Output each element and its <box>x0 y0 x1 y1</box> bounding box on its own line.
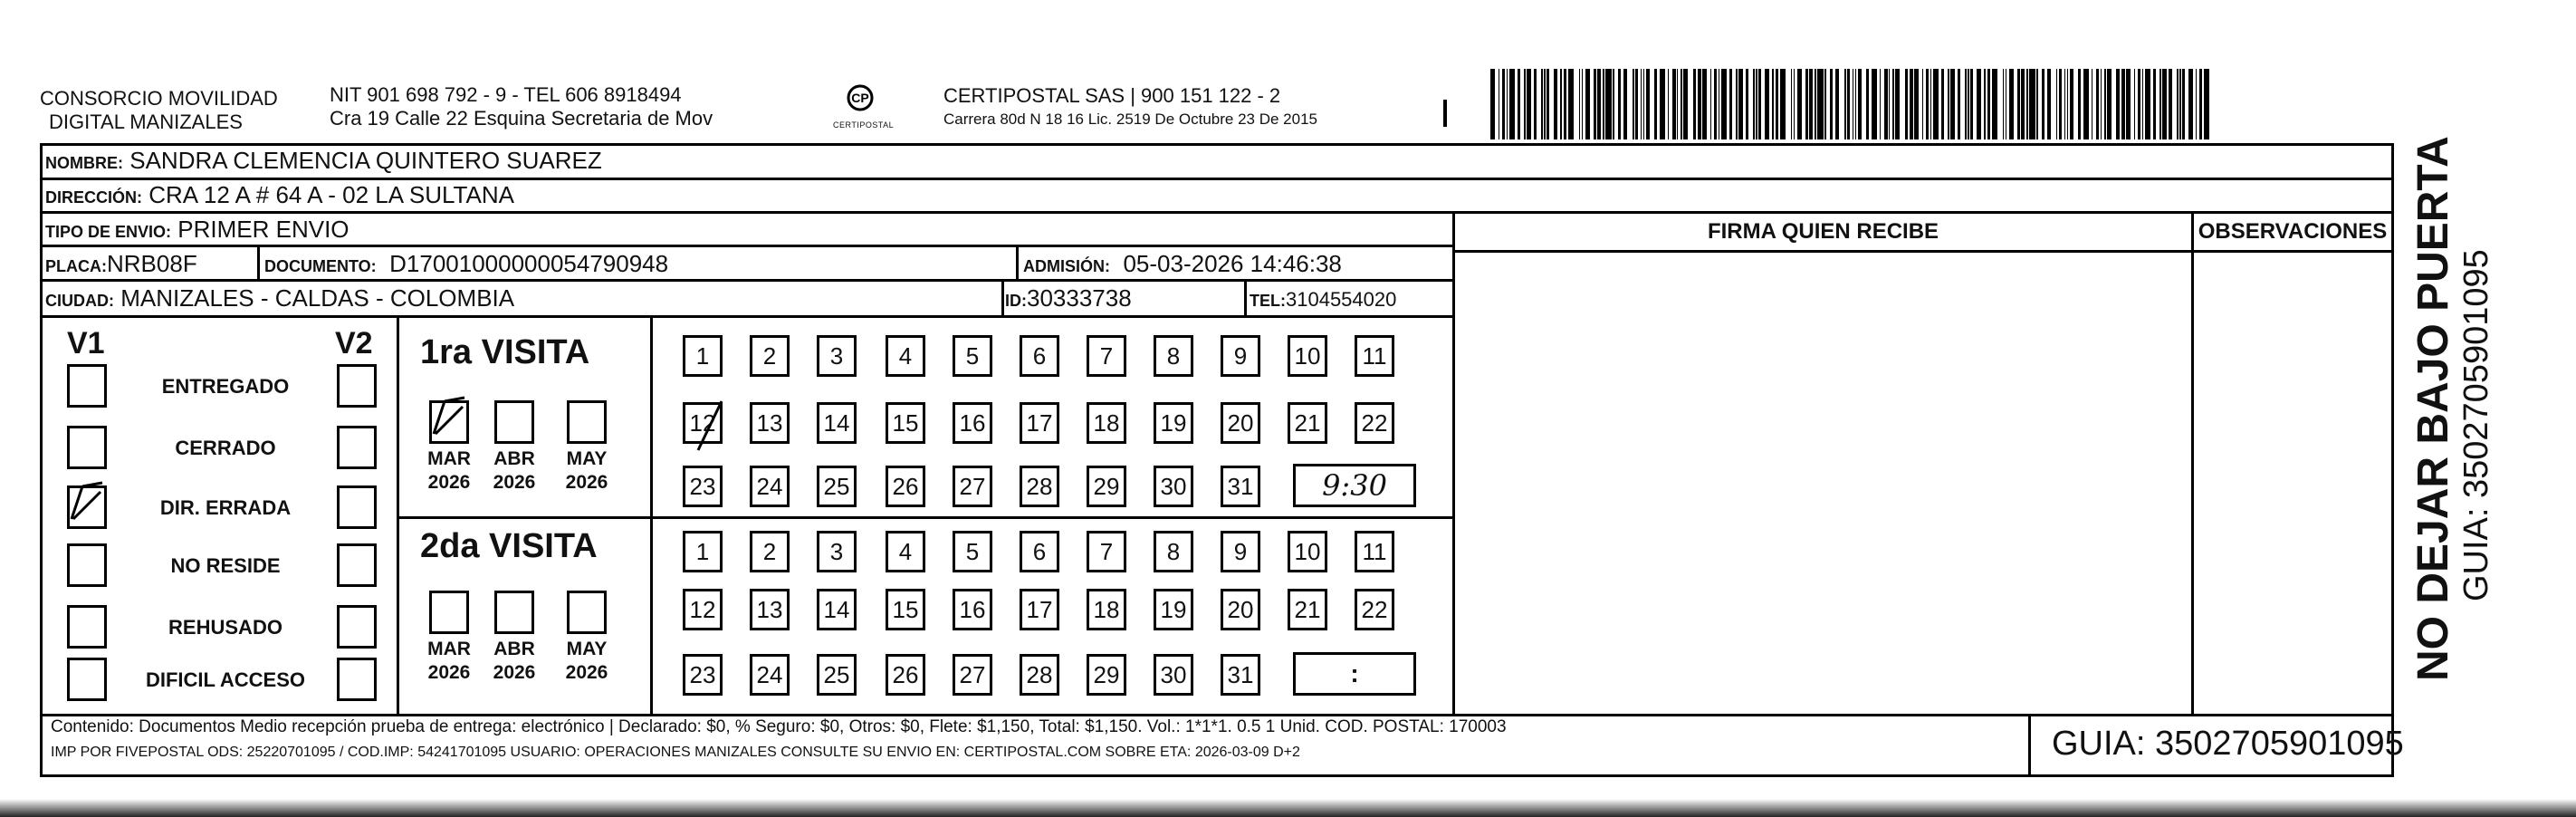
day-box[interactable]: 18 <box>1087 402 1126 444</box>
day-box[interactable]: 25 <box>817 466 857 507</box>
day-box[interactable]: 23 <box>683 654 723 696</box>
day-box[interactable]: 7 <box>1087 531 1126 572</box>
v2-checkbox[interactable] <box>337 543 377 587</box>
observations-area[interactable] <box>2197 255 2390 710</box>
day-box[interactable]: 11 <box>1355 531 1394 572</box>
month-checkbox[interactable] <box>567 400 607 444</box>
footer-imp: IMP POR FIVEPOSTAL ODS: 25220701095 / COD.IMP: 54241701095 USUARIO: OPERACIONES MANIZALES CONSULTE SU ENVIO EN: CERTIPOSTAL.COM SOBRE ETA: 2026-03-09 D+2 <box>51 745 1300 760</box>
month-checkbox[interactable] <box>429 591 469 634</box>
carrier-info: CERTIPOSTAL SAS | 900 151 122 - 2 Carrera 80d N 18 16 Lic. 2519 De Octubre 23 De 2015 <box>943 84 1317 128</box>
month-checkbox[interactable] <box>429 400 469 444</box>
day-box[interactable]: 6 <box>1020 531 1059 572</box>
day-box[interactable]: 27 <box>953 654 992 696</box>
status-label: ENTREGADO <box>161 375 290 398</box>
v2-checkbox[interactable] <box>337 658 377 701</box>
v1-header: V1 <box>67 326 105 360</box>
tipo-envio-field: TIPO DE ENVIO: PRIMER ENVIO <box>45 216 350 243</box>
company-name: CONSORCIO MOVILIDAD DIGITAL MANIZALES <box>40 87 278 133</box>
side-guia: GUIA: 3502705901095 <box>2457 249 2495 601</box>
v1-checkbox[interactable] <box>67 485 107 529</box>
day-box[interactable]: 19 <box>1154 402 1193 444</box>
day-box[interactable]: 30 <box>1154 466 1193 507</box>
day-box[interactable]: 17 <box>1020 589 1059 630</box>
day-box[interactable]: 27 <box>953 466 992 507</box>
day-box[interactable]: 31 <box>1221 654 1260 696</box>
v2-header: V2 <box>335 326 373 360</box>
day-box[interactable]: 21 <box>1288 589 1327 630</box>
v2-checkbox[interactable] <box>337 485 377 529</box>
month-label: MAR 2026 <box>427 448 471 493</box>
v2-checkbox[interactable] <box>337 364 377 408</box>
day-box[interactable]: 3 <box>817 531 857 572</box>
day-box[interactable]: 23 <box>683 466 723 507</box>
v1-checkbox[interactable] <box>67 605 107 649</box>
day-box[interactable]: 2 <box>750 531 790 572</box>
no-dejar-warning: NO DEJAR BAJO PUERTA <box>2409 136 2457 681</box>
day-box[interactable]: 30 <box>1154 654 1193 696</box>
day-box[interactable]: 16 <box>953 402 992 444</box>
v1-checkbox[interactable] <box>67 426 107 469</box>
status-label: CERRADO <box>175 437 276 459</box>
footer-content: Contenido: Documentos Medio recepción prueba de entrega: electrónico | Declarado: $0, % Seguro: $0, Otros: $0, Flete: $1,150, Total: $1,150. Vol.: 1*1*1. 0.5 1 Unid. COD. POSTAL: 170003 <box>51 717 1507 736</box>
documento-field: DOCUMENTO: D17001000000054790948 <box>264 250 669 277</box>
month-label: MAR 2026 <box>427 639 471 683</box>
month-checkbox[interactable] <box>494 400 534 444</box>
day-box[interactable]: 5 <box>953 531 992 572</box>
ciudad-field: CIUDAD: MANIZALES - CALDAS - COLOMBIA <box>45 284 515 312</box>
tel-field: TEL:3104554020 <box>1250 288 1397 311</box>
certipostal-logo: CP CERTIPOSTAL <box>833 83 887 130</box>
day-box[interactable]: 31 <box>1221 466 1260 507</box>
firma-header: FIRMA QUIEN RECIBE <box>1707 219 1939 244</box>
v2-checkbox[interactable] <box>337 605 377 649</box>
day-box[interactable]: 26 <box>886 654 925 696</box>
day-box[interactable]: 4 <box>886 335 925 377</box>
day-box[interactable]: 2 <box>750 335 790 377</box>
id-field: ID:30333738 <box>1005 284 1132 312</box>
visit1-title: 1ra VISITA <box>420 333 590 371</box>
day-box[interactable]: 10 <box>1288 531 1327 572</box>
observaciones-header: OBSERVACIONES <box>2198 219 2388 244</box>
month-label: MAY 2026 <box>565 448 608 493</box>
day-box[interactable]: 14 <box>817 589 857 630</box>
nombre-field: NOMBRE: SANDRA CLEMENCIA QUINTERO SUAREZ <box>45 147 602 174</box>
visit-time-box[interactable]: : <box>1293 652 1416 696</box>
v2-checkbox[interactable] <box>337 426 377 469</box>
day-box[interactable]: 12 <box>683 402 723 444</box>
day-box[interactable]: 20 <box>1221 589 1260 630</box>
day-box[interactable]: 19 <box>1154 589 1193 630</box>
day-box[interactable]: 28 <box>1020 654 1059 696</box>
status-label: DIR. ERRADA <box>159 496 292 519</box>
month-checkbox[interactable] <box>494 591 534 634</box>
status-label: NO RESIDE <box>170 554 281 577</box>
day-box[interactable]: 12 <box>683 589 723 630</box>
day-box[interactable]: 5 <box>953 335 992 377</box>
day-box[interactable]: 9 <box>1221 335 1260 377</box>
day-box[interactable]: 7 <box>1087 335 1126 377</box>
svg-text:CP: CP <box>851 91 869 105</box>
day-box[interactable]: 24 <box>750 466 790 507</box>
placa-field: PLACA:NRB08F <box>45 250 197 277</box>
day-box[interactable]: 22 <box>1355 589 1394 630</box>
day-box[interactable]: 20 <box>1221 402 1260 444</box>
company-nit: NIT 901 698 792 - 9 - TEL 606 8918494 Cra 19 Calle 22 Esquina Secretaria de Mov <box>330 83 713 130</box>
day-box[interactable]: 15 <box>886 589 925 630</box>
day-box[interactable]: 13 <box>750 589 790 630</box>
visit-time-box[interactable]: 9:30 <box>1293 464 1416 507</box>
day-box[interactable]: 24 <box>750 654 790 696</box>
day-box[interactable]: 15 <box>886 402 925 444</box>
day-box[interactable]: 9 <box>1221 531 1260 572</box>
day-box[interactable]: 8 <box>1154 335 1193 377</box>
day-box[interactable]: 13 <box>750 402 790 444</box>
month-checkbox[interactable] <box>567 591 607 634</box>
day-box[interactable]: 18 <box>1087 589 1126 630</box>
day-box[interactable]: 6 <box>1020 335 1059 377</box>
v1-checkbox[interactable] <box>67 658 107 701</box>
day-box[interactable]: 21 <box>1288 402 1327 444</box>
day-box[interactable]: 14 <box>817 402 857 444</box>
day-box[interactable]: 25 <box>817 654 857 696</box>
month-label: ABR 2026 <box>493 639 536 683</box>
direccion-field: DIRECCIÓN: CRA 12 A # 64 A - 02 LA SULTANA <box>45 181 514 208</box>
day-box[interactable]: 8 <box>1154 531 1193 572</box>
day-box[interactable]: 16 <box>953 589 992 630</box>
footer-guia: GUIA: 3502705901095 <box>2052 725 2404 763</box>
day-box[interactable]: 1 <box>683 531 723 572</box>
status-label: DIFICIL ACCESO <box>145 668 305 691</box>
day-box[interactable]: 1 <box>683 335 723 377</box>
day-box[interactable]: 29 <box>1087 654 1126 696</box>
day-box[interactable]: 28 <box>1020 466 1059 507</box>
day-box[interactable]: 3 <box>817 335 857 377</box>
day-box[interactable]: 29 <box>1087 466 1126 507</box>
day-box[interactable]: 17 <box>1020 402 1059 444</box>
v1-checkbox[interactable] <box>67 364 107 408</box>
day-box[interactable]: 26 <box>886 466 925 507</box>
day-box[interactable]: 11 <box>1355 335 1394 377</box>
status-label: REHUSADO <box>168 616 282 639</box>
day-box[interactable]: 22 <box>1355 402 1394 444</box>
month-label: ABR 2026 <box>493 448 536 493</box>
visit2-title: 2da VISITA <box>420 527 598 565</box>
barcode <box>1490 69 2215 139</box>
admision-field: ADMISIÓN: 05-03-2026 14:46:38 <box>1023 250 1342 277</box>
day-box[interactable]: 10 <box>1288 335 1327 377</box>
v1-checkbox[interactable] <box>67 543 107 587</box>
signature-area[interactable] <box>1458 255 2188 710</box>
month-label: MAY 2026 <box>565 639 608 683</box>
logo-icon <box>842 83 878 116</box>
day-box[interactable]: 4 <box>886 531 925 572</box>
